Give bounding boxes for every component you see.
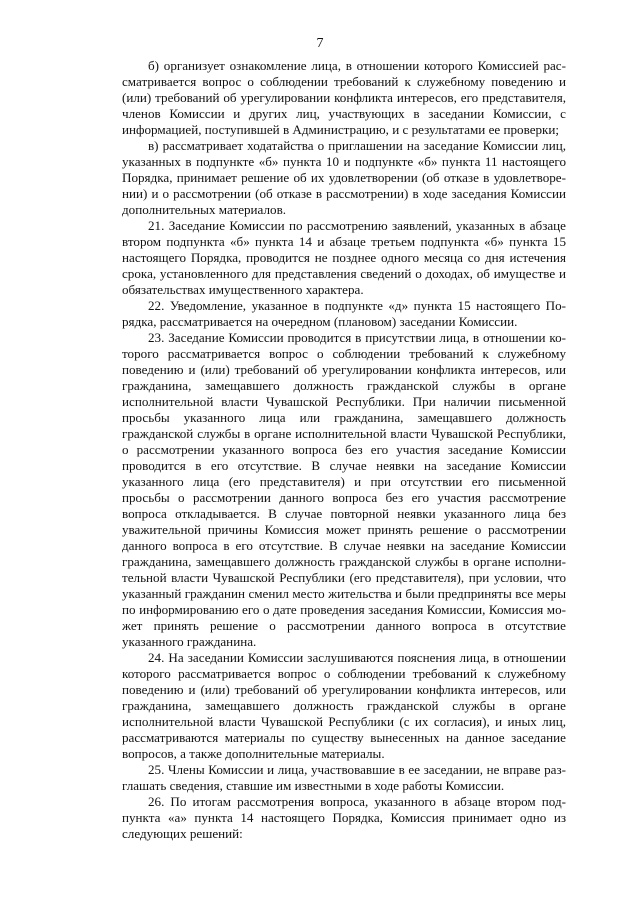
document-body (122, 58, 566, 842)
paragraph-25: 25. Члены Комиссии и лица, участвовавшие в ее заседании, не вправе разглашать сведения, ставшие им известными в ходе работы Комиссии. (122, 762, 566, 793)
paragraph-24: 24. На заседании Комиссии заслушиваются пояснения лица, в отношении которого рассматривается вопрос о соблюдении требований к служебному поведению и (или) требований об урегулировании конфликта интересов, или гражданина, замещавшего должность гражданской службы в органе исполнительной власти Чувашской Республики (с их согласия), и иных лиц, рассматриваются материалы по существу вынесенных на данное заседание вопросов, а также дополнительные материалы. (122, 650, 566, 761)
paragraph-22: 22. Уведомление, указанное в подпункте «д» пункта 15 настоящего Порядка, рассматривается на очередном (плановом) заседании Комиссии. (122, 298, 566, 329)
paragraph-20b: б) организует ознакомление лица, в отношении которого Комиссией рассматривается вопрос о соблюдении требований к служебному поведению и (или) требований об урегулировании конфликта интересов, его представителя, членов Комиссии и других лиц, участвующих в заседании Комиссии, с информацией, поступившей в Администрацию, и с результатами ее проверки; (122, 58, 566, 137)
paragraph-20v: в) рассматривает ходатайства о приглашении на заседание Комиссии лиц, указанных в подпункте «б» пункта 10 и подпункте «б» пункта 11 настоящего Порядка, принимает решение об их удовлетворении (об отказе в удовлетворении) и о рассмотрении (об отказе в рассмотрении) в ходе заседания Комиссии дополнительных материалов. (122, 138, 566, 217)
paragraph-21: 21. Заседание Комиссии по рассмотрению заявлений, указанных в абзаце втором подпункта «б» пункта 14 и абзаце третьем подпункта «б» пункта 15 настоящего Порядка, проводится не позднее одного месяца со дня истечения срока, установленного для представления сведений о доходах, об имуществе и обязательствах имущественного характера. (122, 218, 566, 297)
page-number: 7 (316, 36, 324, 51)
paragraph-23: 23. Заседание Комиссии проводится в присутствии лица, в отношении которого рассматривается вопрос о соблюдении требований к служебному поведению и (или) требований об урегулировании конфликта интересов, или гражданина, замещавшего должность гражданской службы в органе исполнительной власти Чувашской Республики. При наличии письменной просьбы указанного лица или гражданина, замещавшего должность гражданской службы в органе исполнительной власти Чувашской Республики, о рассмотрении указанного вопроса без его участия заседание Комиссии проводится в его отсутствие. В случае неявки на заседание Комиссии указанного лица (его представителя) и при отсутствии его письменной просьбы о рассмотрении данного вопроса без его участия рассмотрение вопроса откладывается. В случае повторной неявки указанного лица без уважительной причины Комиссия может принять решение о рассмотрении данного вопроса в его отсутствие. В случае неявки на заседание Комиссии гражданина, замещавшего должность гражданской службы в органе исполнительной власти Чувашской Республики (его представителя), при условии, что указанный гражданин сменил место жительства и были предприняты все меры по информированию его о дате проведения заседания Комиссии, Комиссия может принять решение о рассмотрении данного вопроса в отсутствие указанного гражданина. (122, 330, 566, 649)
paragraph-26: 26. По итогам рассмотрения вопроса, указанного в абзаце втором подпункта «а» пункта 14 настоящего Порядка, Комиссия принимает одно из следующих решений: (122, 794, 566, 841)
